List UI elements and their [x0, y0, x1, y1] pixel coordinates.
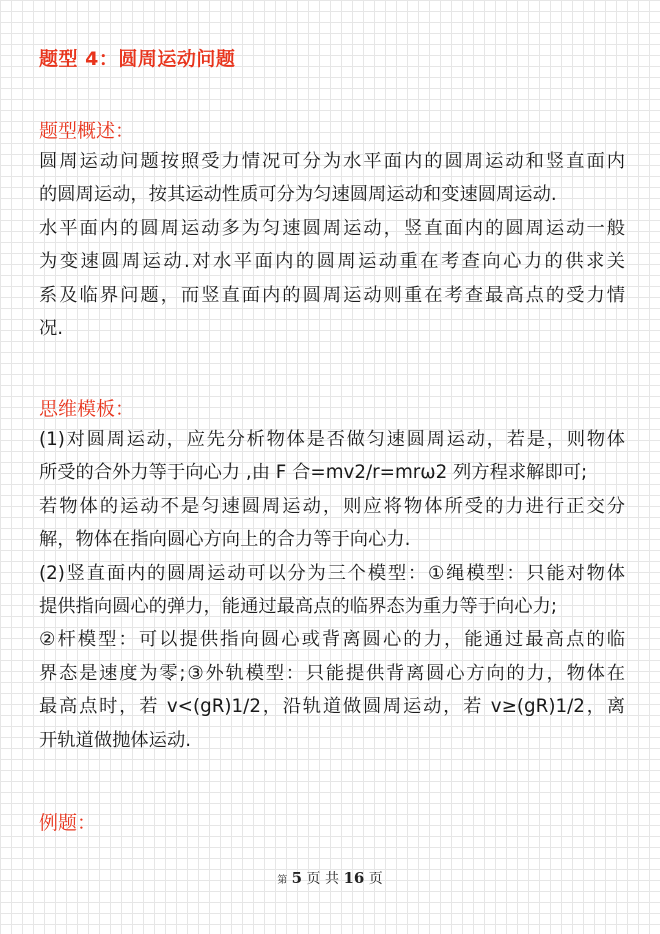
overview-line: 况.: [39, 317, 64, 339]
template-line: 解，物体在指向圆心方向上的合力等于向心力.: [39, 529, 411, 551]
template-line: 最高点时，若 v<(gR)1/2，沿轨道做圆周运动，若 v≥(gR)1/2，离: [39, 696, 625, 718]
template-line: 所受的合外力等于向心力 ,由 F 合=mv2/r=mrω2 列方程求解即可;: [39, 462, 588, 484]
section-title: 题型 4：圆周运动问题: [39, 48, 236, 70]
footer-prefix: 第: [277, 875, 288, 886]
template-line: 开轨道做抛体运动.: [39, 729, 192, 751]
page-footer: [0, 868, 660, 888]
overview-line: 的圆周运动，按其运动性质可分为匀速圆周运动和变速圆周运动.: [39, 184, 557, 206]
template-heading: 思维模板：: [39, 398, 135, 420]
overview-line: 水平面内的圆周运动多为匀速圆周运动，竖直面内的圆周运动一般: [39, 217, 625, 239]
overview-line: 圆周运动问题按照受力情况可分为水平面内的圆周运动和竖直面内: [39, 151, 625, 172]
footer-page-number: 5: [291, 869, 303, 887]
overview-line: 为变速圆周运动.对水平面内的圆周运动重在考查向心力的供求关: [39, 251, 625, 273]
template-line: 若物体的运动不是匀速圆周运动，则应将物体所受的力进行正交分: [39, 495, 625, 517]
footer-total-pages: 16: [343, 869, 365, 887]
example-heading: 例题：: [39, 812, 97, 834]
template-line: 提供指向圆心的弹力，能通过最高点的临界态为重力等于向心力;: [39, 595, 558, 617]
template-line: ②杆模型：可以提供指向圆心或背离圆心的力，能通过最高点的临: [39, 629, 625, 651]
overview-heading: 题型概述：: [39, 120, 135, 142]
template-paragraph: [39, 423, 625, 757]
template-line: (1)对圆周运动，应先分析物体是否做匀速圆周运动，若是，则物体: [39, 429, 625, 450]
footer-suffix: 页: [368, 871, 383, 887]
template-line: (2)竖直面内的圆周运动可以分为三个模型：①绳模型：只能对物体: [39, 562, 625, 584]
template-line: 界态是速度为零;③外轨模型：只能提供背离圆心方向的力，物体在: [39, 662, 625, 684]
overview-paragraph: [39, 145, 625, 345]
overview-line: 系及临界问题，而竖直面内的圆周运动则重在考查最高点的受力情: [39, 284, 625, 306]
footer-mid: 页 共: [306, 871, 339, 887]
